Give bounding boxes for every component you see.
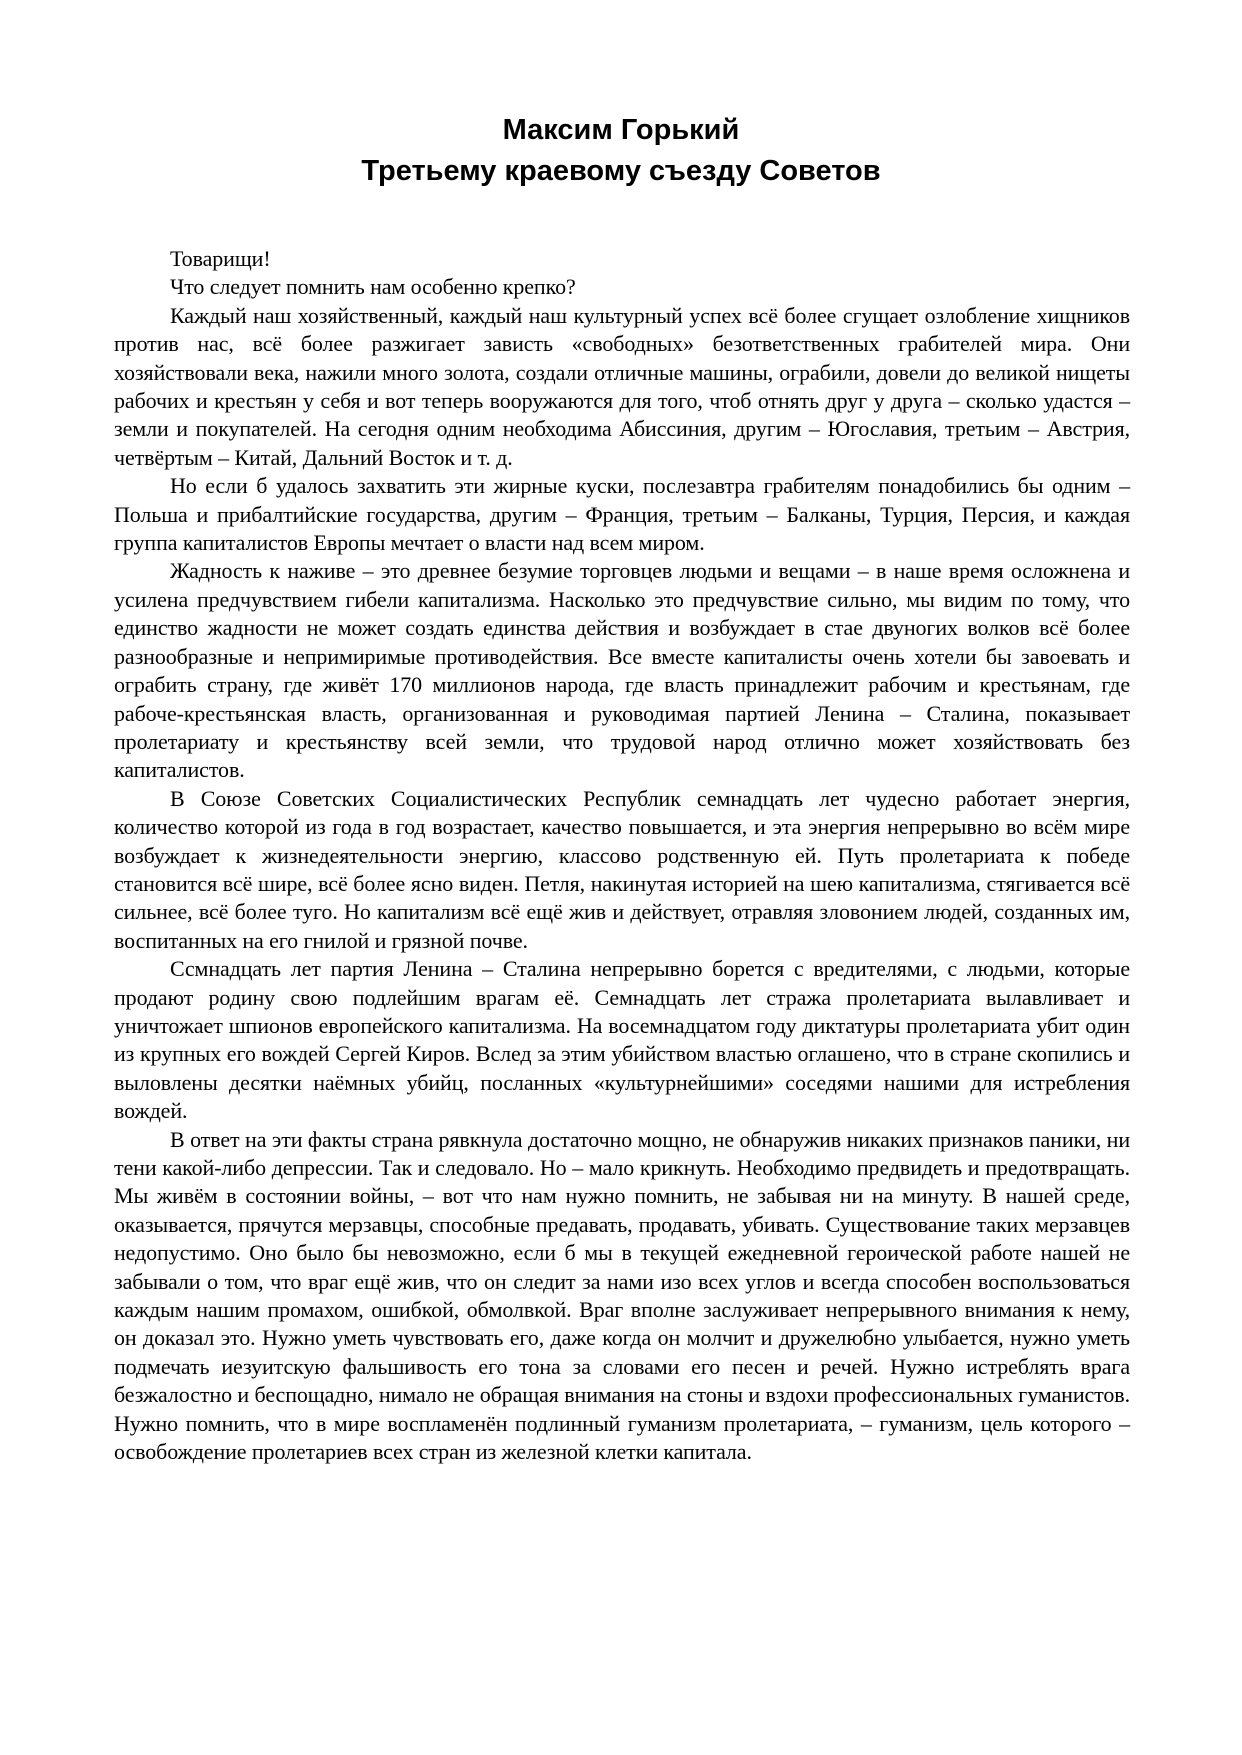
paragraph: Каждый наш хозяйственный, каждый наш культурный успех всё более сгущает озлобление хищников против нас, всё более разжигает зависть «свободных» безответственных грабителей мира. Они хозяйствовали века, нажили много золота, создали отличные машины, ограбили, довели до великой нищеты рабочих и крестьян у себя и вот теперь вооружаются для того, чтоб отнять друг у друга – сколько удастся – земли и покупателей. На сегодня одним необходима Абиссиния, другим – Югославия, третьим – Австрия, четвёртым – Китай, Дальний Восток и т. д. [114, 302, 1130, 470]
document-header [0, 110, 1242, 192]
paragraph: Жадность к наживе – это древнее безумие торговцев людьми и вещами – в наше время осложнена и усилена предчувствием гибели капитализма. Насколько это предчувствие сильно, мы видим по тому, что единство жадности не может создать единства действия и возбуждает в стае двуногих волков всё более разнообразные и непримиримые противодействия. Все вместе капиталисты очень хотели бы завоевать и ограбить страну, где живёт 170 миллионов народа, где власть принадлежит рабочим и крестьянам, где рабоче-крестьянская власть, организованная и руководимая партией Ленина – Сталина, показывает пролетариату и крестьянству всей земли, что трудовой народ отлично может хозяйствовать без капиталистов. [114, 558, 1130, 783]
paragraph: Ссмнадцать лет партия Ленина – Сталина непрерывно борется с вредителями, с людьми, которые продают родину свою подлейшим врагам её. Семнадцать лет стража пролетариата вылавливает и уничтожает шпионов европейского капитализма. На восемнадцатом году диктатуры пролетариата убит один из крупных его вождей Сергей Киров. Вслед за этим убийством властью оглашено, что в стране скопились и выловлены десятки наёмных убийц, посланных «культурнейшими» соседями нашими для истребления вождей. [114, 956, 1130, 1124]
paragraph-greeting: Товарищи! [170, 246, 271, 271]
document-title: Третьему краевому съезду Советов [361, 155, 881, 187]
author-name: Максим Горький [502, 114, 740, 146]
document-body [114, 245, 1130, 1466]
paragraph-question: Что следует помнить нам особенно крепко? [170, 274, 576, 300]
paragraph: Но если б удалось захватить эти жирные куски, послезавтра грабителям понадобились бы одним – Польша и прибалтийские государства, другим – Франция, третьим – Балканы, Турция, Персия, и каждая группа капиталистов Европы мечтает о власти над всем миром. [114, 473, 1130, 556]
paragraph: В Союзе Советских Социалистических Республик семнадцать лет чудесно работает энергия, количество которой из года в год возрастает, качество повышается, и эта энергия непрерывно во всём мире возбуждает к жизнедеятельности энергию, классово родственную ей. Путь пролетариата к победе становится всё шире, всё более ясно виден. Петля, накинутая историей на шею капитализма, стягивается всё сильнее, всё более туго. Но капитализм всё ещё жив и действует, отравляя зловонием людей, созданных им, воспитанных на его гнилой и грязной почве. [114, 785, 1130, 953]
paragraph: В ответ на эти факты страна рявкнула достаточно мощно, не обнаружив никаких признаков паники, ни тени какой-либо депрессии. Так и следовало. Но – мало крикнуть. Необходимо предвидеть и предотвращать. Мы живём в состоянии войны, – вот что нам нужно помнить, не забывая ни на минуту. В нашей среде, оказывается, прячутся мерзавцы, способные предавать, продавать, убивать. Существование таких мерзавцев недопустимо. Оно было бы невозможно, если б мы в текущей ежедневной героической работе нашей не забывали о том, что враг ещё жив, что он следит за нами изо всех углов и всегда способен воспользоваться каждым нашим промахом, ошибкой, обмолвкой. Враг вполне заслуживает непрерывного внимания к нему, он доказал это. Нужно уметь чувствовать его, даже когда он молчит и дружелюбно улыбается, нужно уметь подмечать иезуитскую фальшивость его тона за словами его песен и речей. Нужно истреблять врага безжалостно и беспощадно, нимало не обращая внимания на стоны и вздохи профессиональных гуманистов. Нужно помнить, что в мире воспламенён подлинный гуманизм пролетариата, – гуманизм, цель которого – освобождение пролетариев всех стран из железной клетки капитала. [114, 1126, 1130, 1465]
